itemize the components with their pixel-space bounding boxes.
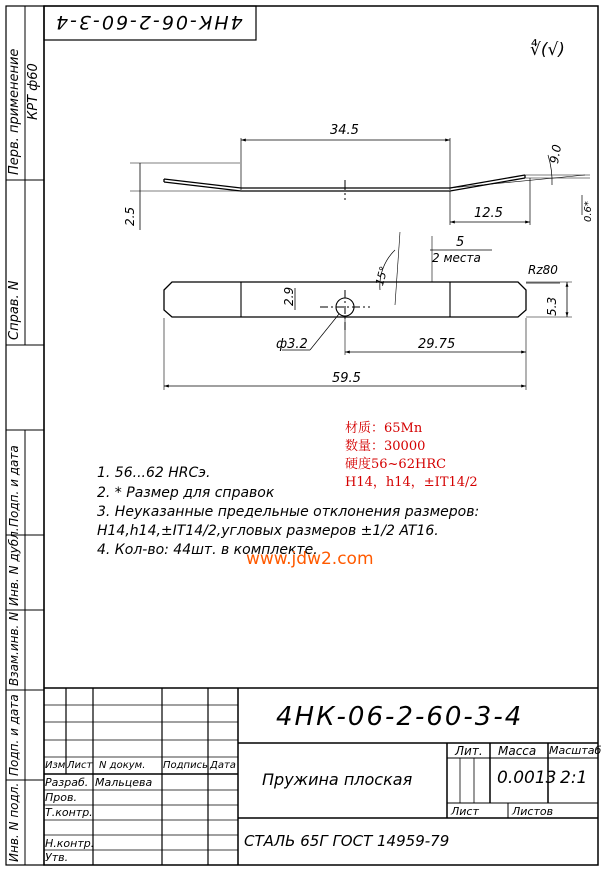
header-doc-no: N докум.: [99, 760, 146, 771]
dim-2-9: 2.9: [282, 286, 296, 306]
dim-29-75: 29.75: [418, 337, 456, 352]
role-checker: Пров.: [45, 791, 77, 804]
roughness-symbol: ∜(√): [530, 40, 565, 60]
dim-rz80: Rz80: [528, 263, 558, 277]
lit-label: Лит.: [455, 744, 483, 758]
cn-tolerance: H14，h14，±IT14/2: [345, 475, 478, 490]
role-developer: Разраб.: [45, 776, 89, 789]
doc-code: 4НК-06-2-60-3-4: [276, 702, 524, 732]
side-first-use-value: КРТ ф60: [26, 63, 41, 120]
side-sign-date-1: Подп. и дата: [7, 445, 21, 527]
dim-2-places: 2 места: [432, 251, 481, 265]
role-norm-control: Н.контр.: [45, 837, 95, 850]
dim-59-5: 59.5: [332, 371, 361, 386]
header-signature: Подпись: [163, 760, 208, 771]
scale-value: 2:1: [560, 768, 588, 788]
cn-material: 材质：65Mn: [345, 421, 423, 436]
note-3: 3. Неуказанные предельные отклонения размеров:: [97, 504, 480, 520]
part-name: Пружина плоская: [262, 770, 413, 789]
side-dup-inv: Инв. N дубл.: [7, 527, 21, 606]
dim-5: 5: [456, 235, 465, 250]
sheets-label: Листов: [512, 805, 554, 818]
side-ref-no-label: Справ. N: [7, 280, 22, 340]
side-first-use-label: Перв. применение: [7, 48, 22, 175]
inner-frame: [44, 6, 598, 865]
dim-0-6: 0.6*: [583, 201, 594, 222]
dim-hole-3-2: ф3.2: [276, 337, 308, 352]
note-3-cont: H14,h14,±IT14/2,угловых размеров ±1/2 AT16.: [97, 523, 439, 539]
role-approved: Утв.: [45, 851, 69, 864]
mass-label: Масса: [498, 744, 537, 758]
side-sign-date-2: Подп. и дата: [7, 694, 21, 776]
scale-label: Масштаб: [549, 744, 602, 757]
dim-2-5: 2.5: [123, 206, 137, 226]
watermark-url: www.jdw2.com: [246, 549, 374, 569]
note-2: 2. * Размер для справок: [97, 485, 275, 501]
role-tech-control: Т.контр.: [45, 806, 93, 819]
top-stamp-code: 4НК-06-2-60-3-4: [54, 11, 243, 33]
note-1: 1. 56...62 HRCэ.: [97, 465, 211, 481]
name-developer: Мальцева: [95, 776, 153, 789]
material-spec: СТАЛЬ 65Г ГОСТ 14959-79: [244, 832, 450, 850]
side-swap-inv: Взам.инв. N: [7, 611, 21, 686]
header-date: Дата: [210, 760, 236, 771]
note-4: 4. Кол-во: 44шт. в комплекте.: [97, 542, 318, 558]
header-izm: Изм: [45, 760, 66, 771]
mass-value: 0.0013: [497, 768, 557, 788]
cn-quantity: 数量：30000: [345, 439, 426, 454]
dim-5-3: 5.3: [545, 296, 559, 316]
header-list: Лист: [67, 760, 93, 771]
side-orig-inv: Инв. N подл.: [7, 782, 21, 862]
cn-hardness: 硬度56~62HRC: [345, 457, 447, 472]
dim-9-0: 9.0: [546, 143, 565, 165]
dim-34-5: 34.5: [330, 123, 359, 138]
dim-angle-15: 15°: [373, 264, 391, 288]
dim-12-5: 12.5: [474, 206, 503, 221]
sheet-label: Лист: [451, 805, 479, 818]
